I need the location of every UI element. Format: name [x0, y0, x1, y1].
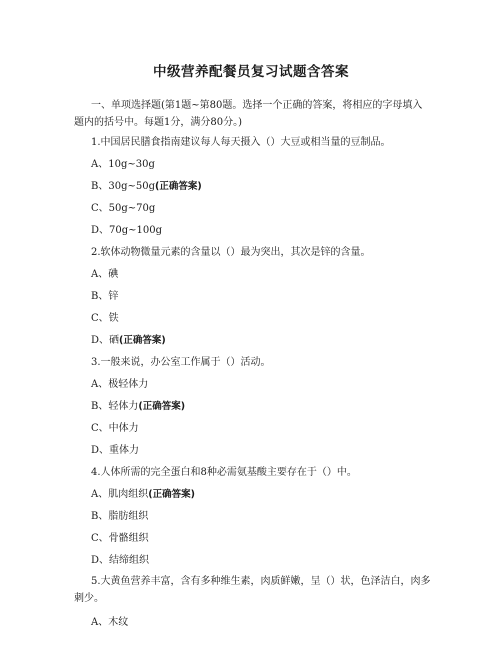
instructions-line-2: 题内的括号中。每题1分，满分80分。) [74, 117, 242, 128]
question-stem-line-1: 5.大黄鱼营养丰富，含有多种维生素，肉质鲜嫩，呈（）状，色泽洁白，肉多 [91, 576, 431, 587]
question-stem-line-2: 刺少。 [74, 593, 104, 604]
option-text: A、肌肉组织 [91, 489, 149, 500]
option-c: C、50g~70g [91, 203, 156, 214]
correct-answer-tag: (正确答案) [148, 489, 195, 500]
option-c: C、中体力 [91, 423, 139, 434]
option-a: A、木纹 [91, 617, 129, 628]
option-text: B、30g~50g [91, 181, 155, 192]
question-stem: 4.人体所需的完全蛋白和8种必需氨基酸主要存在于（）中。 [91, 467, 357, 478]
option-a: A、极轻体力 [91, 379, 149, 390]
option-c: C、铁 [91, 313, 119, 324]
option-d: D、结缔组织 [91, 555, 150, 566]
question-stem: 2.软体动物微量元素的含量以（）最为突出，其次是锌的含量。 [91, 247, 371, 258]
option-d: D、重体力 [91, 445, 140, 456]
document-title: 中级营养配餐员复习试题含答案 [153, 64, 349, 80]
option-d [91, 334, 166, 347]
option-a: A、碘 [91, 269, 119, 280]
question-stem: 1.中国居民膳食指南建议每人每天摄入（）大豆或相当量的豆制品。 [91, 137, 391, 148]
correct-answer-tag: (正确答案) [119, 335, 166, 346]
question-stem: 3.一般来说，办公室工作属于（）活动。 [91, 357, 271, 368]
option-b [91, 400, 185, 413]
option-text: B、轻体力 [91, 401, 139, 412]
option-a: A、10g~30g [91, 159, 155, 170]
option-c: C、骨骼组织 [91, 533, 149, 544]
option-b [91, 180, 202, 193]
correct-answer-tag: (正确答案) [154, 181, 202, 192]
option-text: D、硒 [91, 335, 120, 346]
instructions-line-1: 一、单项选择题(第1题~第80题。选择一个正确的答案，将相应的字母填入 [91, 100, 423, 111]
question-stem [74, 573, 431, 607]
option-a [91, 488, 195, 501]
option-b: B、脂肪组织 [91, 511, 149, 522]
option-b: B、锌 [91, 291, 119, 302]
correct-answer-tag: (正确答案) [138, 401, 186, 412]
option-d: D、70g~100g [91, 225, 163, 236]
section-instructions [74, 97, 431, 131]
